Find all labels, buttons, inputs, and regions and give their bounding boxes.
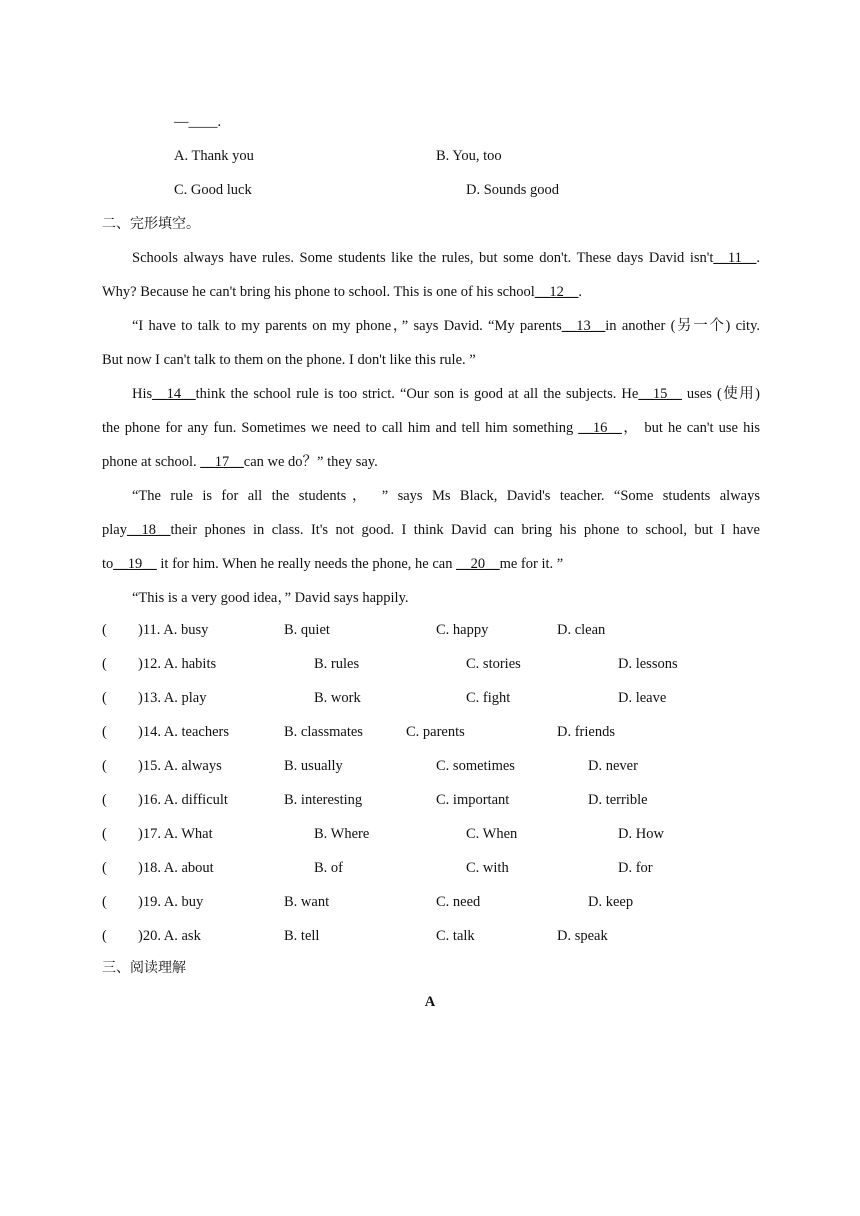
question-paren: ( (102, 894, 107, 910)
question-paren: ( (102, 758, 107, 774)
question-option-d: D. for (618, 860, 653, 876)
passage-line-4: But now I can't talk to them on the phone. I don't like this rule. ” (102, 352, 476, 368)
question-option-b: B. rules (314, 656, 360, 672)
passage-text: Schools always have rules. Some students like the rules, but some don't. These days David isn't (132, 250, 714, 266)
question-paren: ( (102, 860, 107, 876)
question-option-b: B. interesting (284, 792, 363, 808)
question-option-d: D. terrible (588, 792, 648, 808)
passage-text: to (102, 556, 114, 572)
question-option-d: D. How (618, 826, 664, 842)
question-row (102, 756, 222, 776)
question-option-b: B. classmates (284, 724, 363, 740)
blank-14: __14__ (152, 386, 196, 402)
question-row (102, 722, 229, 742)
question-option-b: B. work (314, 690, 361, 706)
blank-16: __16__ (578, 420, 622, 436)
passage-line-8: “The rule is for all the students， ” says Ms Black, David's teacher. “Some students always (132, 488, 760, 504)
passage-line-10 (102, 554, 760, 574)
question-option-c: C. important (436, 792, 510, 808)
question-option-c: C. happy (436, 622, 489, 638)
question-option-d: D. friends (557, 724, 615, 740)
passage-text: Why? Because he can't bring his phone to school. This is one of his school (102, 284, 535, 300)
question-option-c: C. talk (436, 928, 475, 944)
question-row (102, 790, 228, 810)
question-option-d: D. speak (557, 928, 608, 944)
passage-line-1 (132, 248, 760, 268)
question-option-a: )16. A. difficult (138, 792, 228, 808)
question-paren: ( (102, 792, 107, 808)
passage-line-5 (132, 384, 760, 404)
question-option-c: C. stories (466, 656, 521, 672)
question-paren: ( (102, 656, 107, 672)
question-option-a: )13. A. play (138, 690, 207, 706)
question-paren: ( (102, 622, 107, 638)
blank-11: __11__ (713, 250, 757, 266)
passage-text: can we do？” they say. (243, 454, 378, 470)
passage-text: think the school rule is too strict. “Our son is good at all the subjects. He (195, 386, 639, 402)
question-option-b: B. of (314, 860, 343, 876)
question-option-d: D. lessons (618, 656, 678, 672)
blank-17: __17__ (200, 454, 244, 470)
question-option-a: )20. A. ask (138, 928, 201, 944)
q10-answer-line: —____. (174, 114, 222, 130)
question-paren: ( (102, 690, 107, 706)
passage-line-6 (102, 418, 760, 438)
passage-line-2 (102, 282, 760, 302)
blank-18: __18__ (126, 522, 171, 538)
question-option-a: )12. A. habits (138, 656, 217, 672)
question-option-b: B. usually (284, 758, 343, 774)
passage-text: play (102, 522, 127, 538)
section2-title: 二、完形填空。 (102, 216, 200, 232)
question-option-a: )14. A. teachers (138, 724, 229, 740)
passage-text: uses (使用) (681, 386, 760, 402)
q10-option-c: C. Good luck (174, 182, 252, 198)
passage-line-3 (132, 316, 760, 336)
passage-line-11: “This is a very good idea，” David says happily. (132, 590, 409, 606)
question-option-b: B. quiet (284, 622, 330, 638)
passage-text: their phones in class. It's not good. I think David can bring his phone to school, but I have (170, 522, 760, 538)
section3-subtitle: A (424, 994, 436, 1010)
question-row (102, 654, 217, 674)
passage-text: it for him. When he really needs the phone, he can (156, 556, 457, 572)
passage-text: His (132, 386, 153, 402)
q10-option-b: B. You, too (436, 148, 502, 164)
q10-option-a: A. Thank you (174, 148, 254, 164)
question-option-c: C. need (436, 894, 481, 910)
question-row (102, 858, 214, 878)
question-option-b: B. Where (314, 826, 370, 842)
blank-19: __19__ (113, 556, 157, 572)
passage-text: the phone for any fun. Sometimes we need to call him and tell him something (102, 420, 579, 436)
question-row (102, 620, 209, 640)
question-paren: ( (102, 724, 107, 740)
blank-15: __15__ (638, 386, 682, 402)
question-option-d: D. never (588, 758, 638, 774)
passage-line-7 (102, 452, 760, 472)
question-paren: ( (102, 826, 107, 842)
question-row (102, 926, 201, 946)
passage-text: . (578, 284, 582, 300)
question-row (102, 892, 204, 912)
question-option-c: C. parents (406, 724, 465, 740)
question-option-c: C. fight (466, 690, 511, 706)
blank-13: __13__ (561, 318, 606, 334)
question-option-d: D. keep (588, 894, 634, 910)
passage-text: ， but he can't use his (621, 420, 760, 436)
question-option-b: B. tell (284, 928, 320, 944)
question-option-c: C. sometimes (436, 758, 515, 774)
passage-text: “I have to talk to my parents on my phone，” says David. “My parents (132, 318, 562, 334)
section3-title: 三、阅读理解 (102, 960, 186, 976)
passage-text: me for it. ” (499, 556, 564, 572)
question-option-c: C. with (466, 860, 509, 876)
question-option-d: D. clean (557, 622, 606, 638)
question-option-a: )11. A. busy (138, 622, 209, 638)
passage-text: phone at school. (102, 454, 201, 470)
passage-text: . (756, 250, 760, 266)
question-option-a: )15. A. always (138, 758, 222, 774)
question-option-a: )19. A. buy (138, 894, 204, 910)
question-option-b: B. want (284, 894, 330, 910)
question-option-a: )17. A. What (138, 826, 213, 842)
question-option-c: C. When (466, 826, 518, 842)
passage-text: in another (另一个) city. (605, 318, 761, 334)
blank-20: __20__ (456, 556, 500, 572)
passage-line-9 (102, 520, 760, 540)
question-paren: ( (102, 928, 107, 944)
q10-option-d: D. Sounds good (466, 182, 560, 198)
question-row (102, 688, 207, 708)
blank-12: __12__ (534, 284, 579, 300)
question-option-a: )18. A. about (138, 860, 214, 876)
question-row (102, 824, 213, 844)
question-option-d: D. leave (618, 690, 667, 706)
